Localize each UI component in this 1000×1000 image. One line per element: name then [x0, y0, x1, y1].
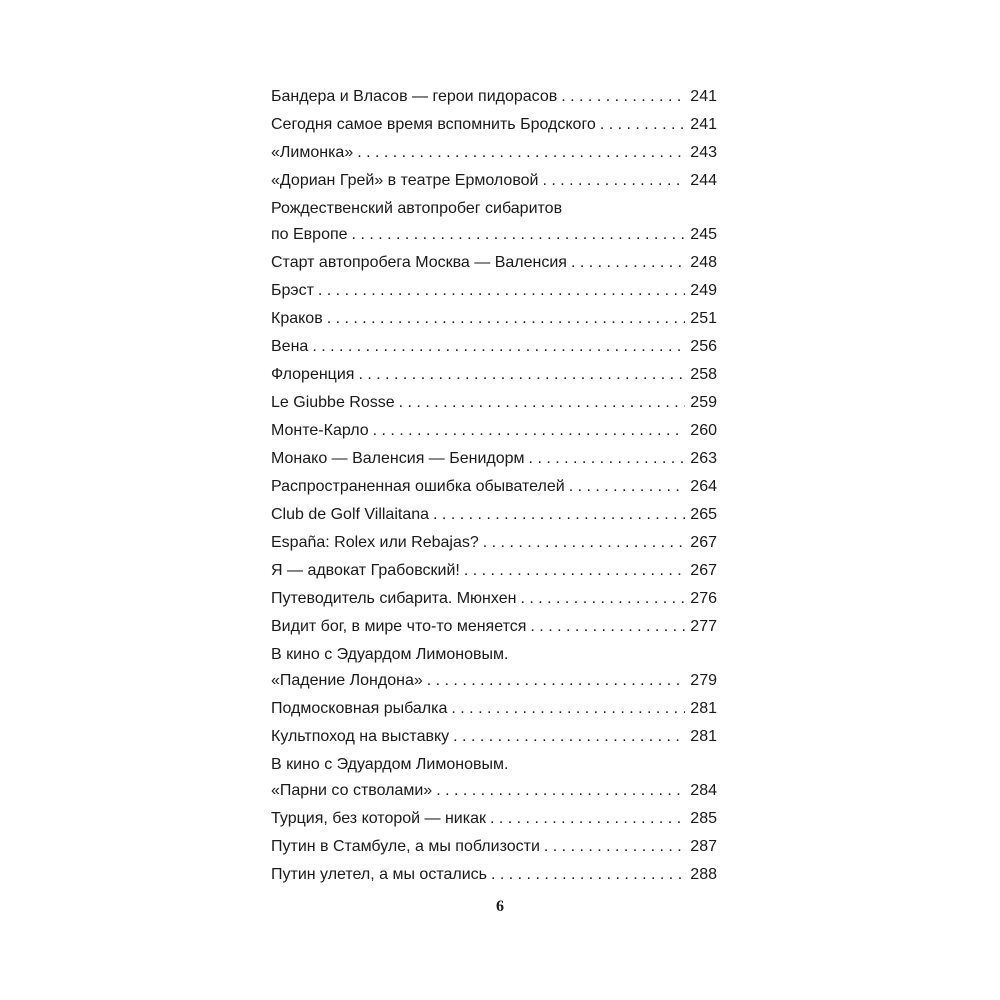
toc-entry [271, 752, 717, 806]
table-of-contents [271, 84, 717, 890]
toc-entry-title: Монте-Карло [271, 422, 369, 439]
toc-entry-page: 267 [690, 534, 717, 551]
toc-entry-page: 245 [690, 226, 717, 243]
page-number: 6 [496, 898, 504, 915]
toc-entry-title: Распространенная ошибка обывателей [271, 478, 565, 495]
toc-entry-page: 258 [690, 366, 717, 383]
toc-entry-title: Путин улетел, а мы остались [271, 866, 487, 883]
toc-entry [271, 642, 717, 696]
toc-entry-page: 248 [690, 254, 717, 271]
toc-entry [271, 614, 717, 642]
toc-entry [271, 306, 717, 334]
dot-leader [327, 306, 685, 332]
toc-entry-page: 281 [690, 728, 717, 745]
toc-entry-title: Культпоход на выставку [271, 728, 450, 745]
toc-entry [271, 474, 717, 502]
toc-entry-title: Турция, без которой — никак [271, 810, 486, 827]
dot-leader [520, 586, 685, 612]
toc-entry-title-line1: Рождественский автопробег сибаритов [271, 200, 563, 217]
dot-leader [490, 806, 685, 832]
toc-entry-title: Старт автопробега Москва — Валенсия [271, 254, 567, 271]
toc-entry [271, 862, 717, 890]
dot-leader [542, 168, 685, 194]
dot-leader [530, 614, 685, 640]
toc-entry-page: 288 [690, 866, 717, 883]
toc-entry [271, 446, 717, 474]
toc-entry-title: Краков [271, 310, 323, 327]
toc-entry [271, 112, 717, 140]
toc-entry-page: 259 [690, 394, 717, 411]
dot-leader [453, 724, 685, 750]
toc-entry-page: 267 [690, 562, 717, 579]
toc-entry-title-line2: по Европе [271, 226, 348, 243]
dot-leader [433, 502, 685, 528]
dot-leader [561, 84, 685, 110]
toc-entry [271, 362, 717, 390]
toc-entry [271, 834, 717, 862]
toc-entry [271, 724, 717, 752]
toc-entry-page: 277 [690, 618, 717, 635]
toc-entry-title-line1: В кино с Эдуардом Лимоновым. [271, 646, 509, 663]
toc-entry-page: 281 [690, 700, 717, 717]
toc-entry [271, 696, 717, 724]
dot-leader [352, 222, 685, 248]
toc-entry-page: 241 [690, 88, 717, 105]
toc-entry-title-line2: «Падение Лондона» [271, 672, 423, 689]
toc-entry-title: Монако — Валенсия — Бенидорм [271, 450, 525, 467]
toc-entry-page: 284 [690, 782, 717, 799]
toc-entry-title: España: Rolex или Rebajas? [271, 534, 479, 551]
toc-entry [271, 558, 717, 586]
toc-entry-title: Видит бог, в мире что-то меняется [271, 618, 527, 635]
toc-entry-title: Я — адвокат Грабовский! [271, 562, 460, 579]
dot-leader [312, 334, 685, 360]
toc-entry-page: 279 [690, 672, 717, 689]
toc-entry-title: Брэст [271, 282, 314, 299]
toc-entry-title: Вена [271, 338, 309, 355]
toc-entry-page: 251 [690, 310, 717, 327]
dot-leader [569, 474, 685, 500]
toc-entry [271, 168, 717, 196]
toc-entry-title: Бандера и Власов — герои пидорасов [271, 88, 558, 105]
toc-entry-title: Club de Golf Villaitana [271, 506, 430, 523]
dot-leader [491, 862, 685, 888]
toc-entry-title-line2: «Парни со стволами» [271, 782, 433, 799]
dot-leader [399, 390, 685, 416]
toc-entry-title-line1: В кино с Эдуардом Лимоновым. [271, 756, 509, 773]
dot-leader [318, 278, 685, 304]
toc-entry-page: 276 [690, 590, 717, 607]
dot-leader [483, 530, 685, 556]
toc-entry-title: Путеводитель сибарита. Мюнхен [271, 590, 517, 607]
dot-leader [357, 140, 685, 166]
toc-entry-title: «Дориан Грей» в театре Ермоловой [271, 172, 539, 189]
dot-leader [358, 362, 685, 388]
toc-entry-title: Путин в Стамбуле, а мы поблизости [271, 838, 540, 855]
toc-entry-page: 241 [690, 116, 717, 133]
dot-leader [544, 834, 685, 860]
toc-entry-page: 285 [690, 810, 717, 827]
toc-entry-title: Le Giubbe Rosse [271, 394, 395, 411]
dot-leader [427, 668, 685, 694]
dot-leader [571, 250, 685, 276]
toc-entry-title: Подмосковная рыбалка [271, 700, 448, 717]
dot-leader [464, 558, 685, 584]
toc-entry-page: 264 [690, 478, 717, 495]
toc-entry [271, 334, 717, 362]
toc-entry [271, 586, 717, 614]
toc-entry-page: 263 [690, 450, 717, 467]
toc-entry-page: 249 [690, 282, 717, 299]
toc-entry [271, 502, 717, 530]
dot-leader [451, 696, 685, 722]
toc-entry-title: Флоренция [271, 366, 355, 383]
toc-entry [271, 196, 717, 250]
toc-entry [271, 806, 717, 834]
dot-leader [436, 778, 685, 804]
dot-leader [529, 446, 685, 472]
toc-entry [271, 278, 717, 306]
toc-entry [271, 390, 717, 418]
toc-entry-page: 260 [690, 422, 717, 439]
dot-leader [373, 418, 685, 444]
toc-entry-title: «Лимонка» [271, 144, 354, 161]
dot-leader [600, 112, 685, 138]
toc-entry [271, 530, 717, 558]
toc-entry-title: Сегодня самое время вспомнить Бродского [271, 116, 596, 133]
toc-entry-page: 287 [690, 838, 717, 855]
toc-entry [271, 250, 717, 278]
toc-entry [271, 140, 717, 168]
toc-entry-page: 265 [690, 506, 717, 523]
toc-entry-page: 244 [690, 172, 717, 189]
toc-entry-page: 256 [690, 338, 717, 355]
toc-entry [271, 418, 717, 446]
toc-entry [271, 84, 717, 112]
toc-entry-page: 243 [690, 144, 717, 161]
